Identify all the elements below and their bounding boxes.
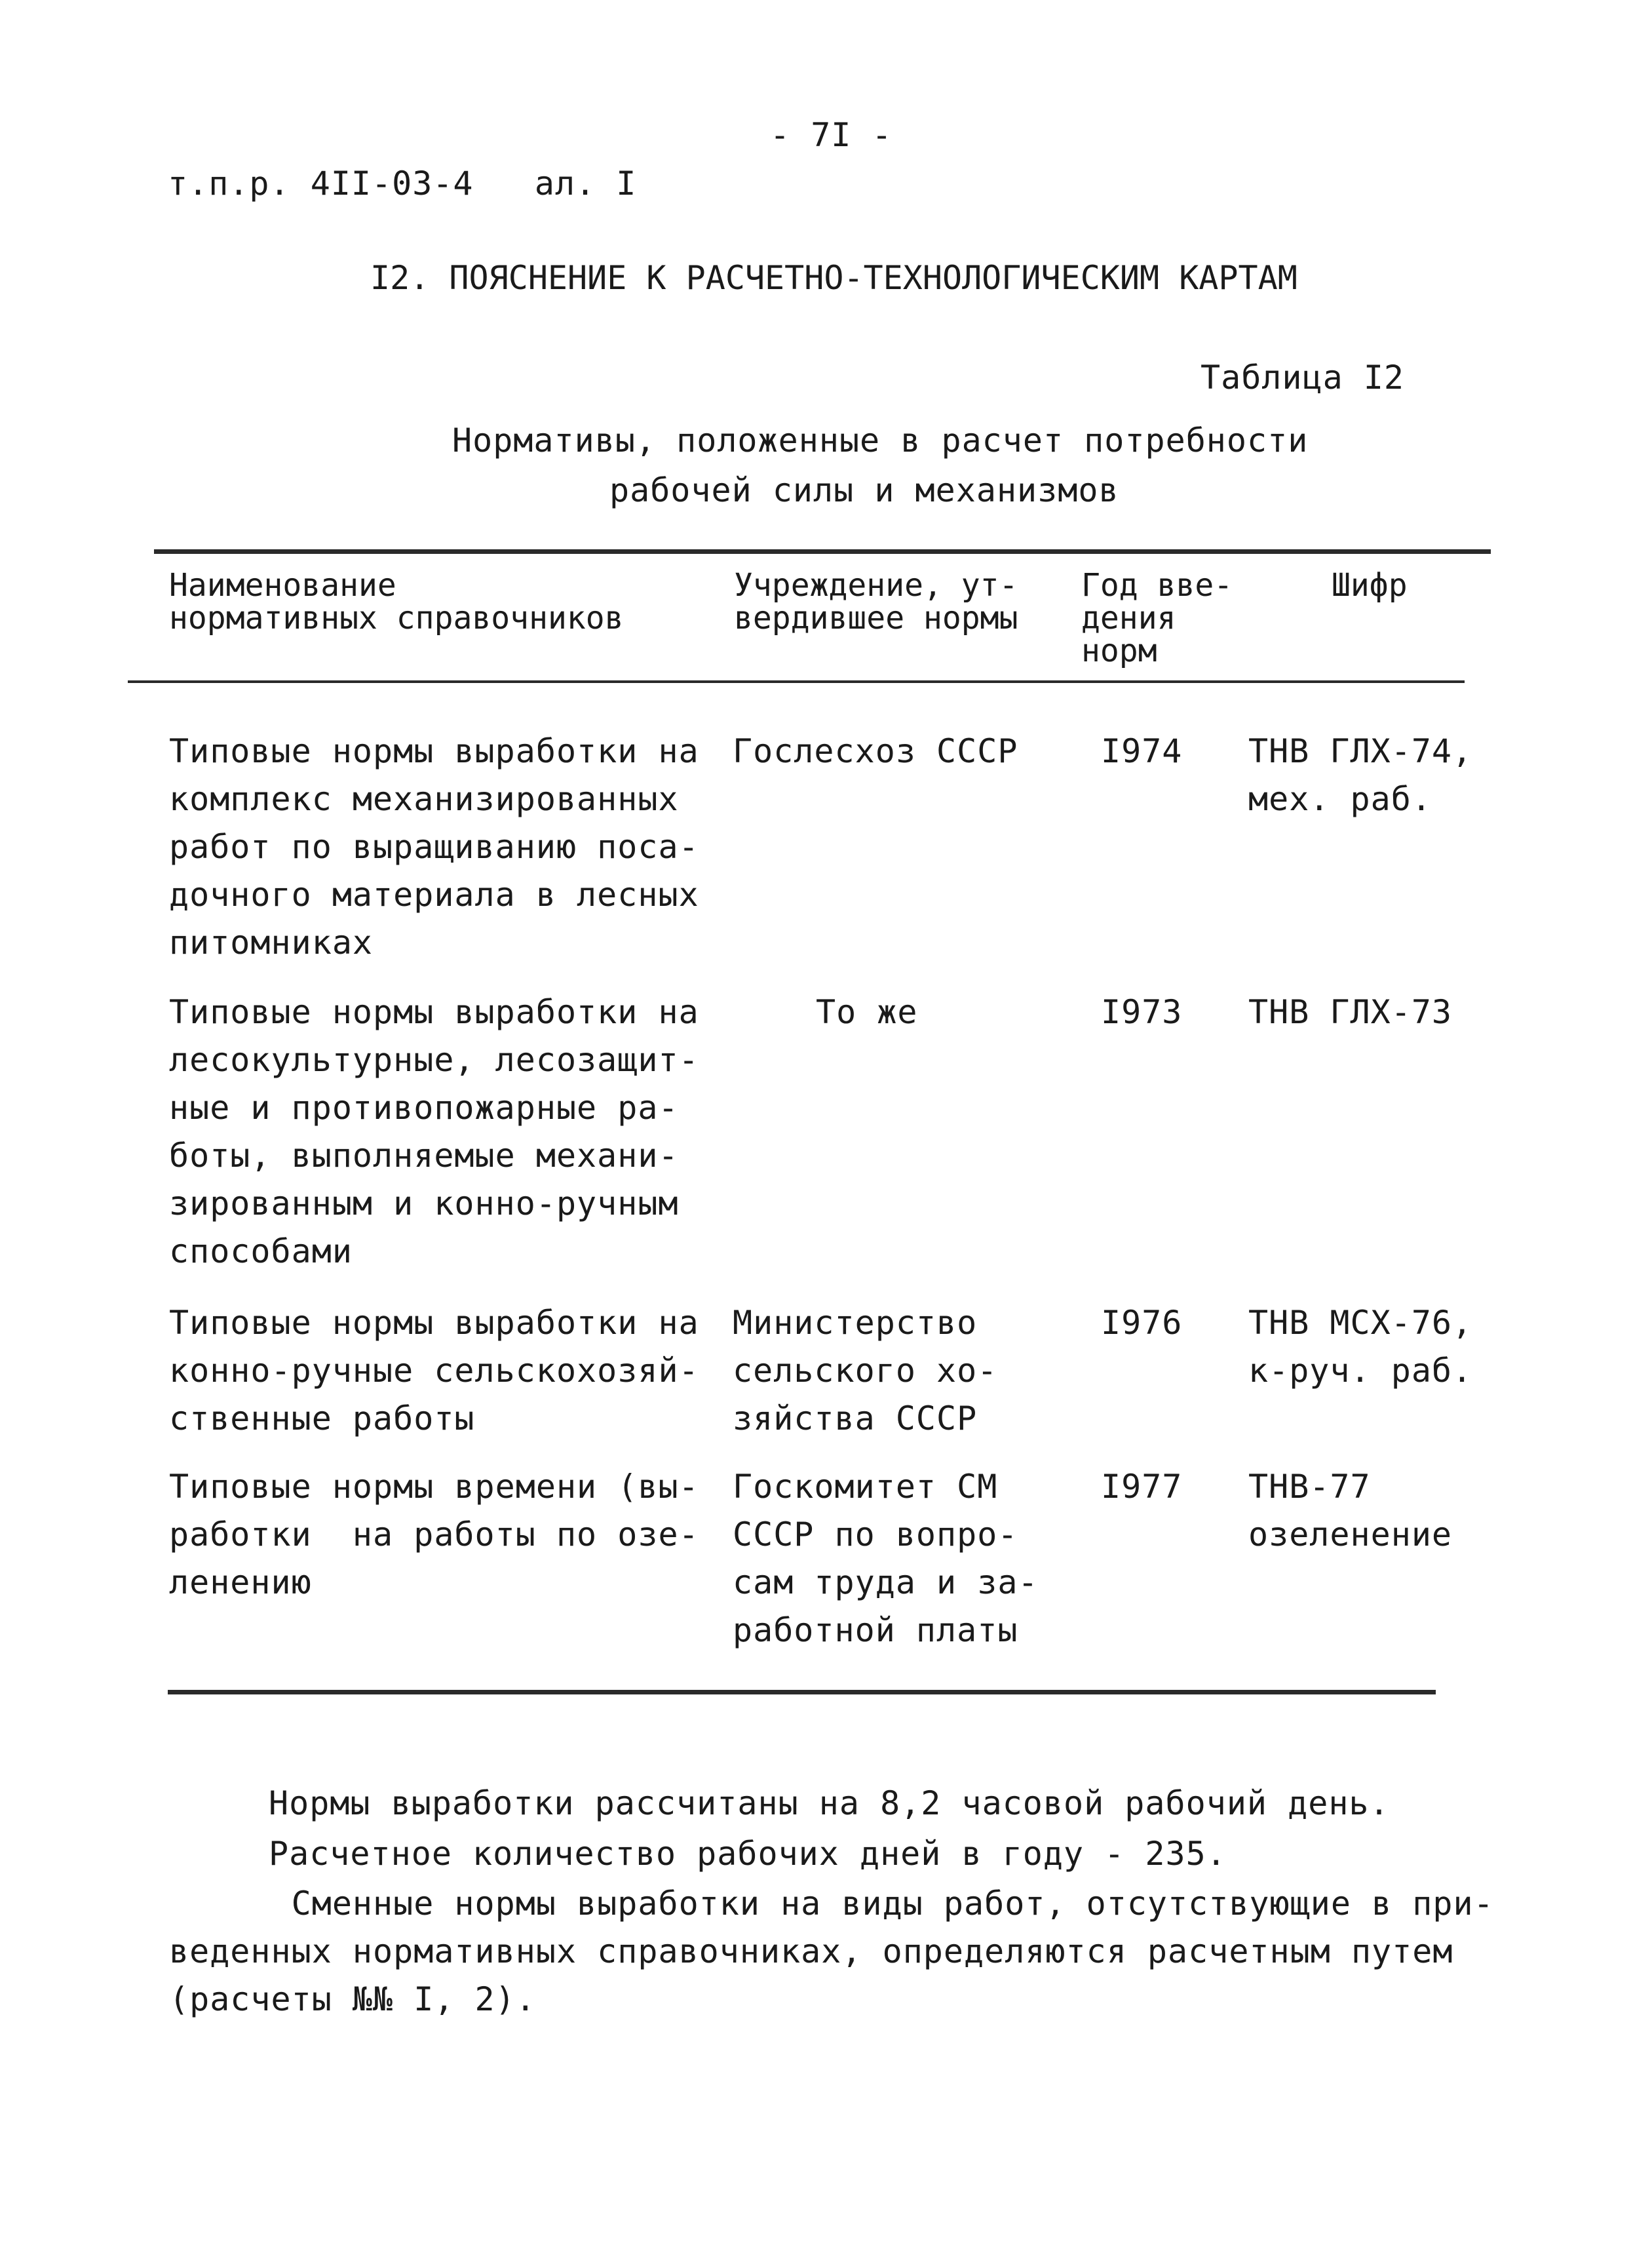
note-paragraph: Расчетное количество рабочих дней в году - 235. xyxy=(269,1835,1227,1873)
cell-name: Типовые нормы выработки на комплекс механизированных работ по выращиванию поса- дочного материала в лесных питомниках xyxy=(169,732,699,962)
cell-name: Типовые нормы времени (вы- работки на работы по озе- ленению xyxy=(169,1468,699,1601)
column-header-name: Наименование нормативных справочников xyxy=(169,567,624,636)
column-header-code: Шифр xyxy=(1332,567,1408,604)
table-title-line-2: рабочей силы и механизмов xyxy=(609,471,1119,509)
cell-code: ТНВ ГЛХ-73 xyxy=(1248,993,1453,1031)
cell-institution: Госкомитет СМ СССР по вопро- сам труда и за- работной платы xyxy=(733,1468,1039,1649)
cell-code: ТНВ ГЛХ-74, мех. раб. xyxy=(1248,732,1473,818)
cell-institution: То же xyxy=(816,993,918,1031)
note-paragraph: Сменные нормы выработки на виды работ, отсутствующие в при- веденных нормативных справочниках, определяются расчетным путем (расчеты №№ I, 2). xyxy=(169,1885,1494,2018)
cell-year: I973 xyxy=(1101,993,1183,1031)
cell-name: Типовые нормы выработки на лесокультурные, лесозащит- ные и противопожарные ра- боты, выполняемые механи- зированным и конно-ручным способами xyxy=(169,993,699,1270)
table-title-line-1: Нормативы, положенные в расчет потребности xyxy=(452,421,1309,459)
cell-code: ТНВ-77 озеленение xyxy=(1248,1468,1453,1554)
column-header-institution: Учреждение, ут- вердившее нормы xyxy=(734,567,1018,636)
cell-year: I974 xyxy=(1101,732,1183,770)
page-number: - 7I - xyxy=(770,116,893,154)
cell-institution: Министерство сельского хо- зяйства СССР xyxy=(733,1304,998,1437)
column-header-year: Год вве- дения норм xyxy=(1081,567,1233,669)
cell-name: Типовые нормы выработки на конно-ручные сельскохозяй- ственные работы xyxy=(169,1304,699,1437)
cell-year: I977 xyxy=(1101,1468,1183,1506)
table-header-rule xyxy=(128,680,1465,683)
table-bottom-rule xyxy=(168,1690,1436,1694)
note-paragraph: Нормы выработки рассчитаны на 8,2 часовой рабочий день. xyxy=(269,1784,1390,1822)
table-label: Таблица I2 xyxy=(1201,359,1405,397)
document-code: т.п.р. 4II-03-4 ал. I xyxy=(168,165,637,203)
cell-institution: Гослесхоз СССР xyxy=(733,732,1018,770)
table-top-rule xyxy=(154,549,1491,554)
section-title: I2. ПОЯСНЕНИЕ К РАСЧЕТНО-ТЕХНОЛОГИЧЕСКИМ КАРТАМ xyxy=(370,259,1297,297)
cell-year: I976 xyxy=(1101,1304,1183,1342)
cell-code: ТНВ МСХ-76, к-руч. раб. xyxy=(1248,1304,1473,1390)
